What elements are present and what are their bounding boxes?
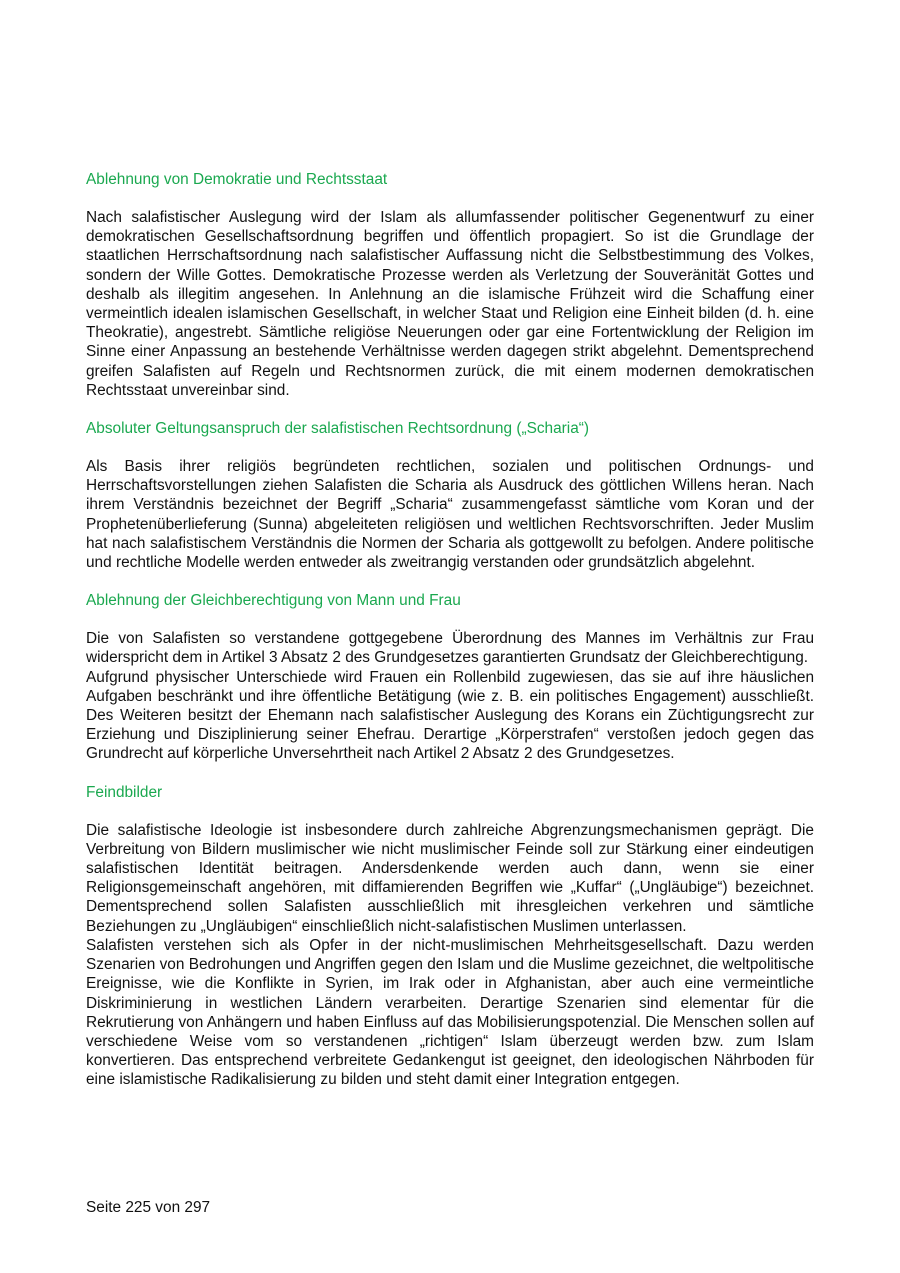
paragraph: Salafisten verstehen sich als Opfer in der nicht-muslimischen Mehrheitsgesellschaft. Dazu werden Szenarien von Bedrohungen und Angriffen gegen den Islam und die Muslime gezeichnet, die weltpolitische Ereignisse, wie die Konflikte in Syrien, im Irak oder in Afghanistan, aber auch eine vermeintliche Diskriminierung in westlichen Ländern verarbeiten. Derartige Szenarien sind elementar für die Rekrutierung von Anhängern und haben Einfluss auf das Mobilisierungspotenzial. Die Menschen sollen auf verschiedene Weise vom so verstandenen „richtigen“ Islam überzeugt werden bzw. zum Islam konvertieren. Das entsprechend verbreitete Gedankengut ist geeignet, den ideologischen Nährboden für eine islamistische Radikalisierung zu bilden und steht damit einer Integration entgegen. (86, 936, 814, 1089)
document-body (86, 170, 814, 1109)
page-number-footer: Seite 225 von 297 (86, 1199, 211, 1216)
paragraph: Nach salafistischer Auslegung wird der Islam als allumfassender politischer Gegenentwurf zu einer demokratischen Gesellschaftsordnung begriffen und öffentlich propagiert. So ist die Grundlage der staatlichen Herrschaftsordnung nach salafistischer Auffassung nicht die Selbstbestimmung des Volkes, sondern der Wille Gottes. Demokratische Prozesse werden als Verletzung der Souveränität Gottes und deshalb als illegitim angesehen. In Anlehnung an die islamische Frühzeit wird die Schaffung einer vermeintlich idealen islamischen Gesellschaft, in welcher Staat und Religion eine Einheit bilden (d. h. eine Theokratie), angestrebt. Sämtliche religiöse Neuerungen oder gar eine Fortentwicklung der Religion im Sinne einer Anpassung an bestehende Verhältnisse werden dagegen strikt abgelehnt. Dementsprechend greifen Salafisten auf Regeln und Rechtsnormen zurück, die mit einem modernen demokratischen Rechtsstaat unvereinbar sind. (86, 209, 814, 399)
section-gender-equality (86, 591, 814, 763)
paragraph: Als Basis ihrer religiös begründeten rechtlichen, sozialen und politischen Ordnungs- und Herrschaftsvorstellungen ziehen Salafisten die Scharia als Ausdruck des göttlichen Willens heran. Nach ihrem Verständnis bezeichnet der Begriff „Scharia“ zusammengefasst sämtliche vom Koran und der Prophetenüberlieferung (Sunna) abgeleiteten religiösen und weltlichen Rechtsvorschriften. Jeder Muslim hat nach salafistischem Verständnis die Normen der Scharia als gottgewollt zu befolgen. Andere politische und rechtliche Modelle werden entweder als zweitrangig verstanden oder grundsätzlich abgelehnt. (86, 458, 814, 572)
section-heading: Ablehnung von Demokratie und Rechtsstaat (86, 171, 388, 188)
section-scharia (86, 419, 814, 572)
paragraph: Die von Salafisten so verstandene gottgegebene Überordnung des Mannes im Verhältnis zur Frau widerspricht dem in Artikel 3 Absatz 2 des Grundgesetzes garantierten Grundsatz der Gleichberechtigung. (86, 630, 814, 667)
paragraph: Die salafistische Ideologie ist insbesondere durch zahlreiche Abgrenzungsmechanismen geprägt. Die Verbreitung von Bildern muslimischer wie nicht muslimischer Feinde soll zur Stärkung einer eindeutigen salafistischen Identität beitragen. Andersdenkende werden auch dann, wenn sie einer Religionsgemeinschaft angehören, mit diffamierenden Begriffen wie „Kuffar“ („Ungläubige“) bezeichnet. Dementsprechend sollen Salafisten ausschließlich mit ihresgleichen verkehren und sämtliche Beziehungen zu „Ungläubigen“ einschließlich nicht-salafistischen Muslimen unterlassen. (86, 821, 814, 935)
section-heading: Ablehnung der Gleichberechtigung von Mann und Frau (86, 592, 461, 610)
section-heading: Feindbilder (86, 783, 163, 801)
section-heading: Absoluter Geltungsanspruch der salafistischen Rechtsordnung („Scharia“) (86, 420, 590, 438)
paragraph: Aufgrund physischer Unterschiede wird Frauen ein Rollenbild zugewiesen, das sie auf ihre häuslichen Aufgaben beschränkt und ihre öffentliche Betätigung (wie z. B. ein politisches Engagement) ausschließt. Des Weiteren besitzt der Ehemann nach salafistischer Auslegung des Korans ein Züchtigungsrecht zur Erziehung und Disziplinierung seiner Ehefrau. Derartige „Körperstrafen“ verstoßen jedoch gegen das Grundrecht auf körperliche Unversehrtheit nach Artikel 2 Absatz 2 des Grundgesetzes. (86, 668, 814, 763)
section-enemy-images (86, 783, 814, 1090)
section-democracy (86, 170, 814, 400)
